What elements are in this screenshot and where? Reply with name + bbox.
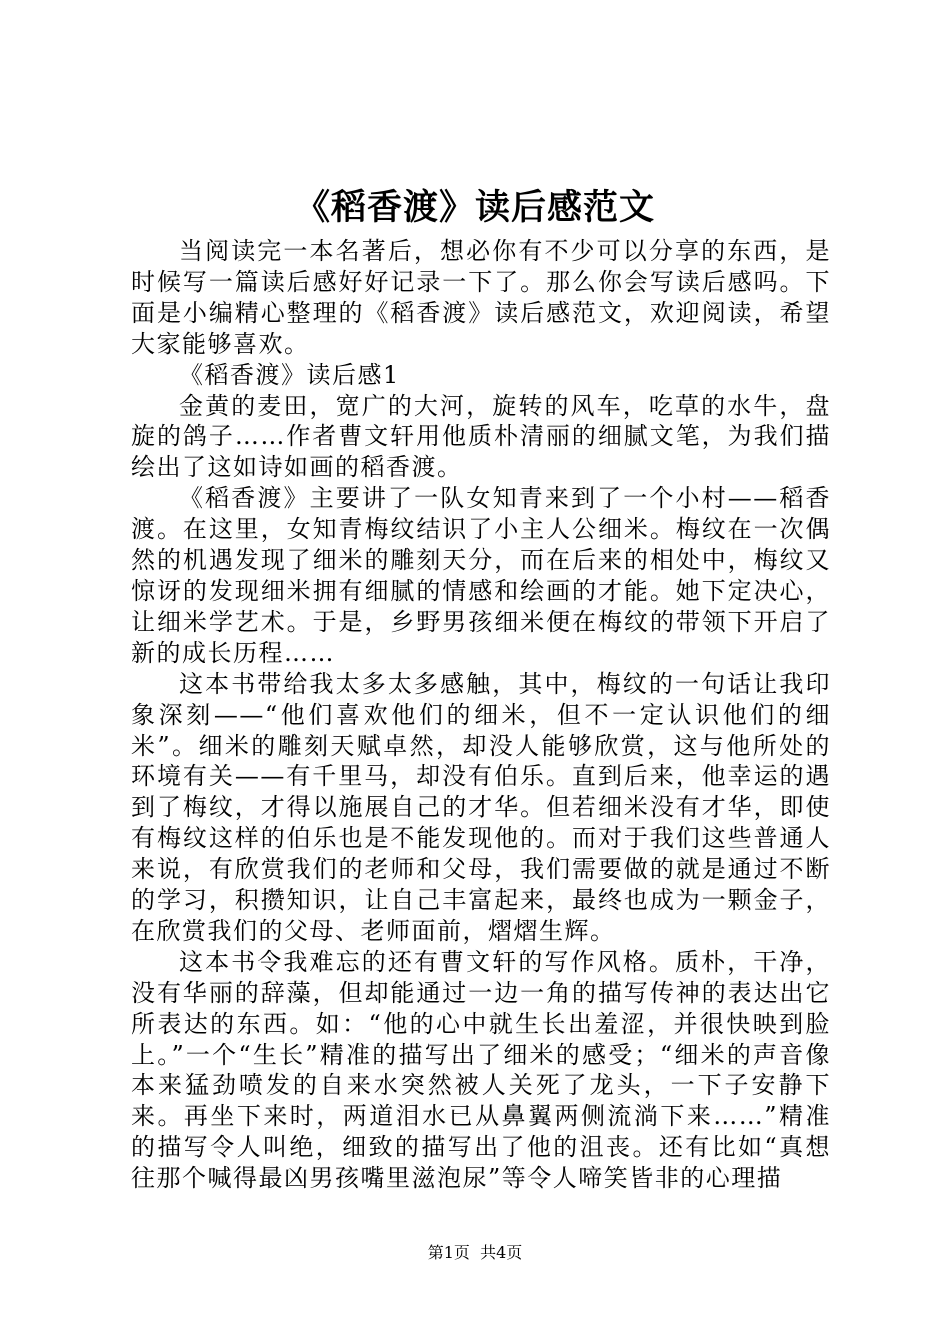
page-number: 第1页 共4页 bbox=[427, 1243, 523, 1262]
paragraph: 金黄的麦田，宽广的大河，旋转的风车，吃草的水牛，盘旋的鸽子……作者曹文轩用他质朴清丽的细腻文笔，为我们描绘出了这如诗如画的稻香渡。 bbox=[131, 391, 831, 482]
paragraph-intro: 当阅读完一本名著后，想必你有不少可以分享的东西，是时候写一篇读后感好好记录一下了。那么你会写读后感吗。下面是小编精心整理的《稻香渡》读后感范文，欢迎阅读，希望大家能够喜欢。 bbox=[131, 237, 831, 358]
paragraph: 这本书令我难忘的还有曹文轩的写作风格。质朴，干净，没有华丽的辞藻，但却能通过一边一角的描写传神的表达出它所表达的东西。如：“他的心中就生长出羞涩，并很快映到脸上。”一个“生长”精准的描写出了细米的感受；“细米的声音像本来猛劲喷发的自来水突然被人关死了龙头，一下子安静下来。再坐下来时，两道泪水已从鼻翼两侧流淌下来……”精准的描写令人叫绝，细致的描写出了他的沮丧。还有比如“真想往那个喊得最凶男孩嘴里滋泡尿”等令人啼笑皆非的心理描 bbox=[131, 947, 831, 1193]
document-title: 《稻香渡》读后感范文 bbox=[294, 187, 655, 228]
page-footer bbox=[0, 1242, 950, 1264]
paragraph: 这本书带给我太多太多感触，其中，梅纹的一句话让我印象深刻——“他们喜欢他们的细米，但不一定认识他们的细米”。细米的雕刻天赋卓然，却没人能够欣赏，这与他所处的环境有关——有千里马，却没有伯乐。直到后来，他幸运的遇到了梅纹，才得以施展自己的才华。但若细米没有才华，即使有梅纹这样的伯乐也是不能发现他的。而对于我们这些普通人来说，有欣赏我们的老师和父母，我们需要做的就是通过不断的学习，积攒知识，让自己丰富起来，最终也成为一颗金子，在欣赏我们的父母、老师面前，熠熠生辉。 bbox=[131, 669, 831, 945]
section-heading: 《稻香渡》读后感1 bbox=[179, 360, 400, 389]
document-body bbox=[131, 236, 831, 1194]
paragraph: 《稻香渡》主要讲了一队女知青来到了一个小村——稻香渡。在这里，女知青梅纹结识了小主人公细米。梅纹在一次偶然的机遇发现了细米的雕刻天分，而在后来的相处中，梅纹又惊讶的发现细米拥有细腻的情感和绘画的才能。她下定决心，让细米学艺术。于是，乡野男孩细米便在梅纹的带领下开启了新的成长历程…… bbox=[131, 484, 831, 667]
